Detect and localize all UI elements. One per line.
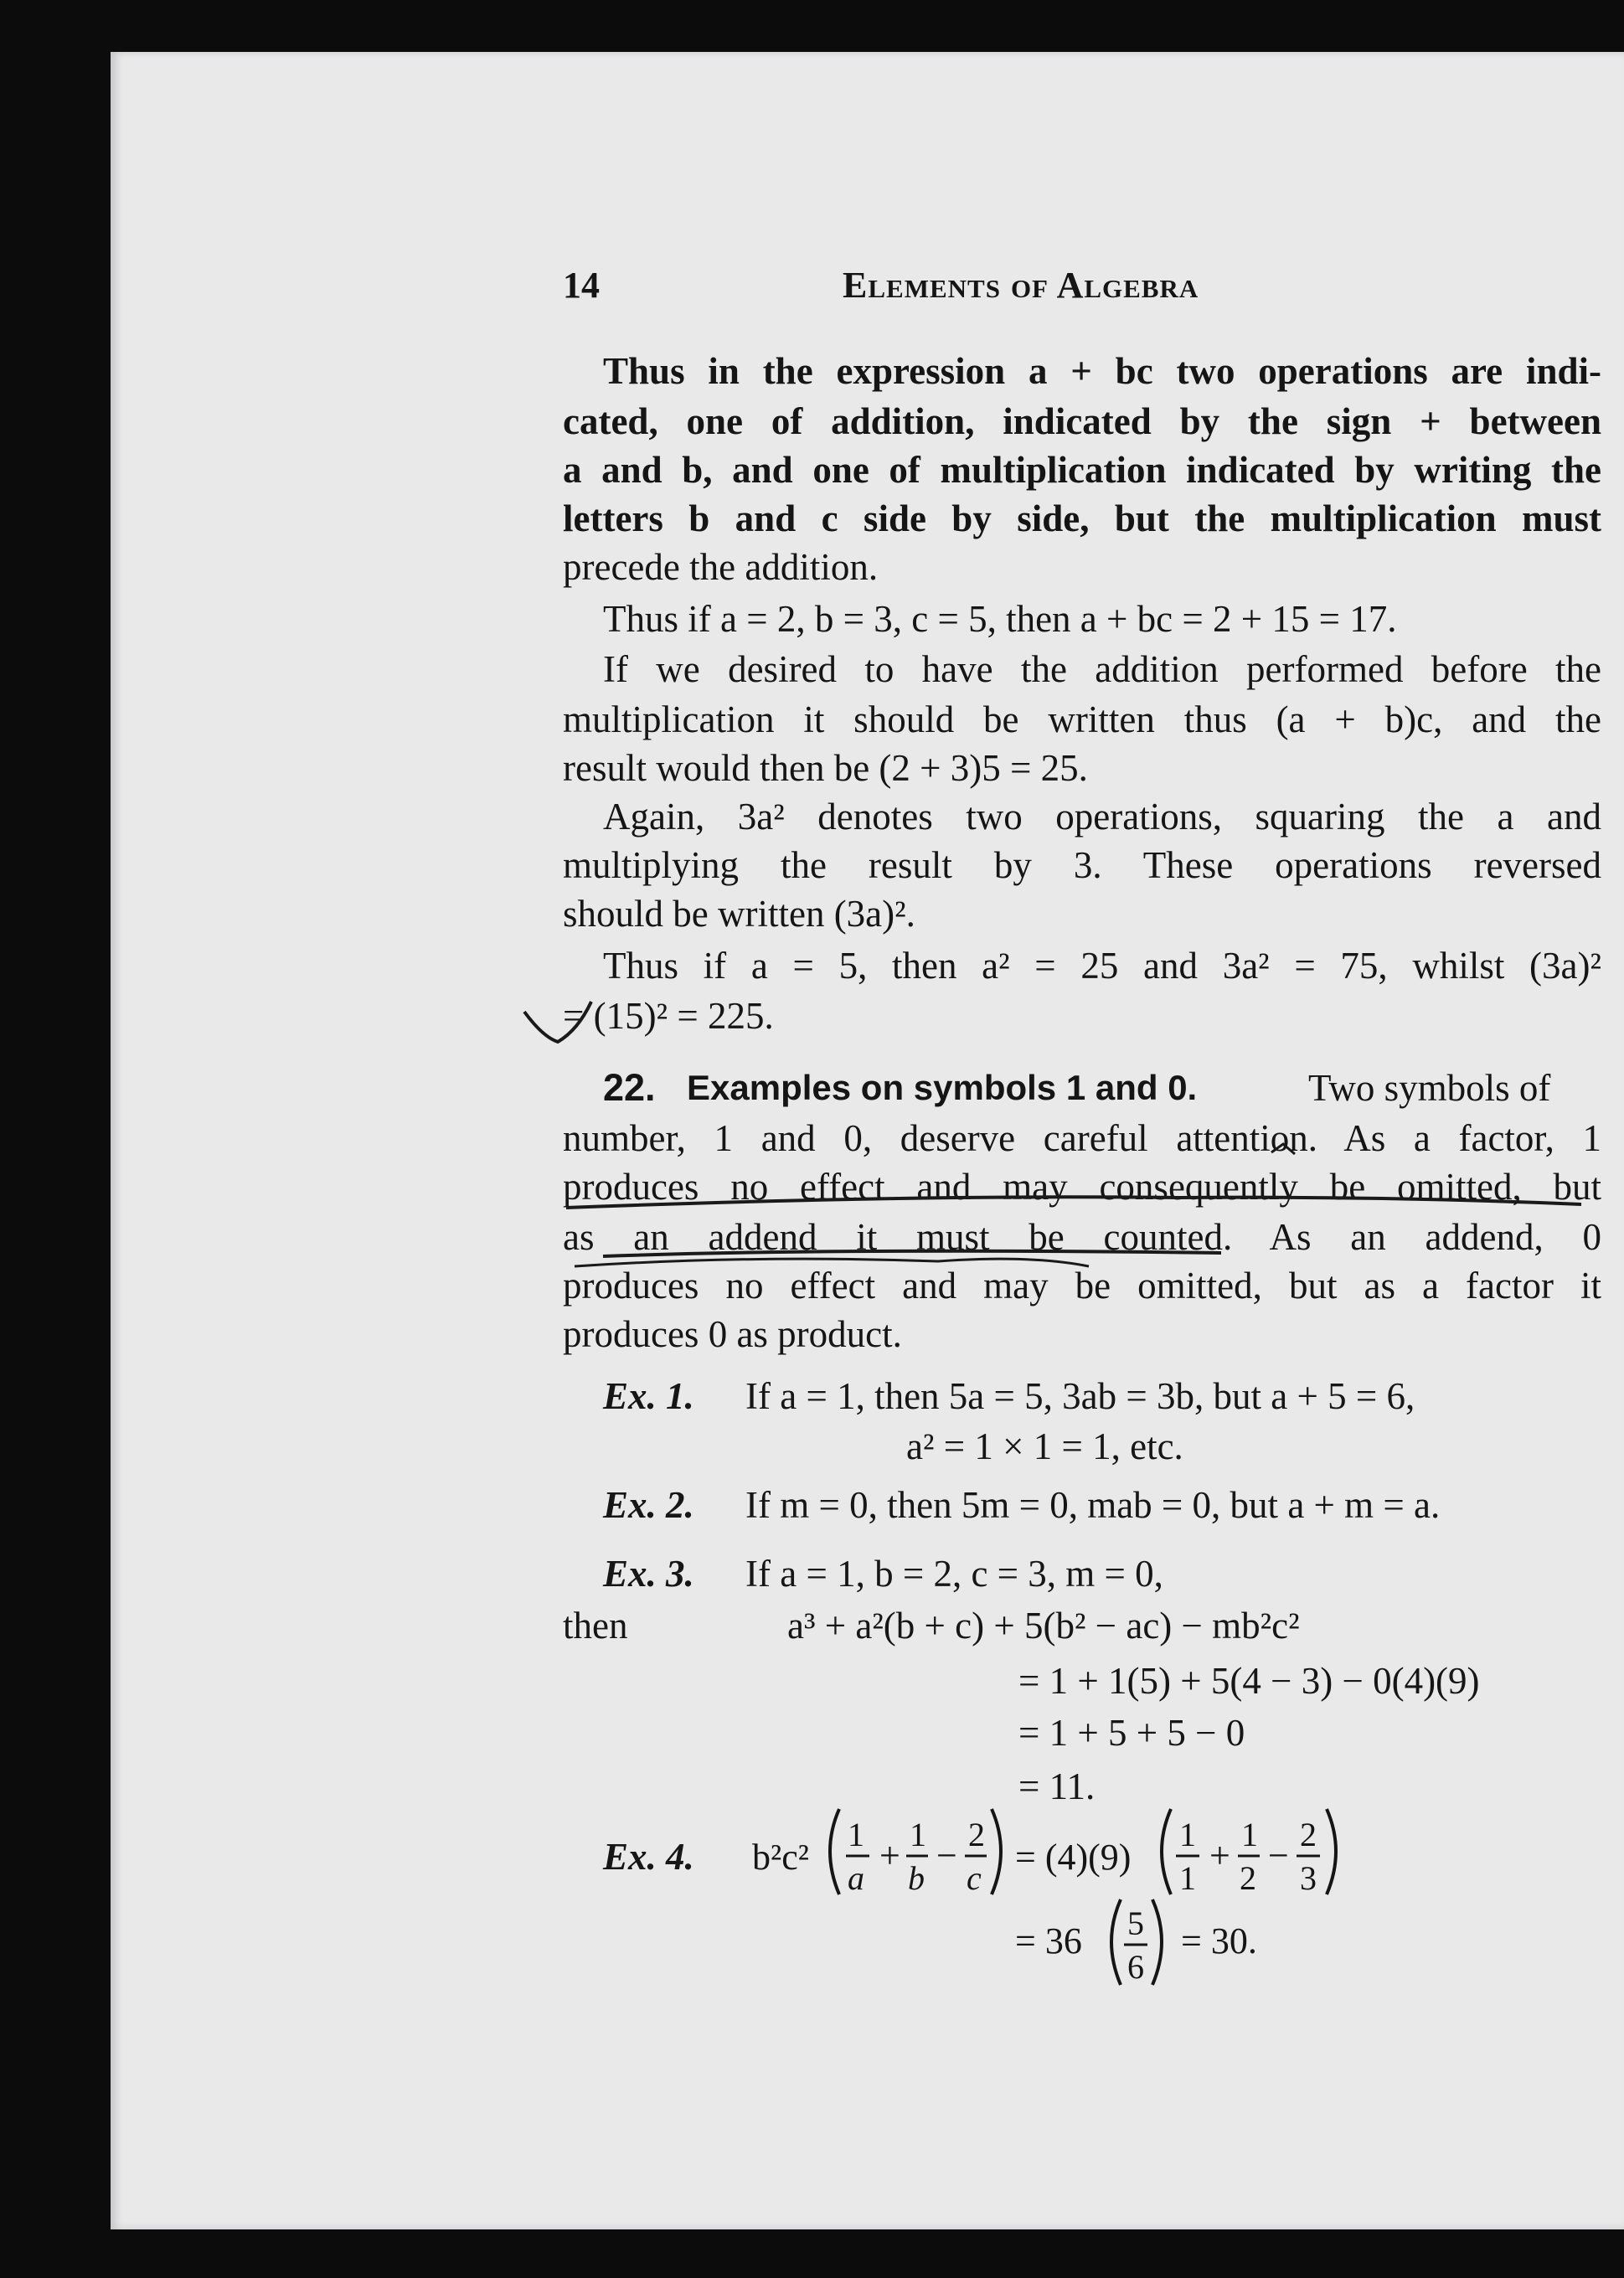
example-line: If m = 0, then 5m = 0, mab = 0, but a + m = a. <box>745 1484 1441 1526</box>
underline-annotation <box>566 1197 1581 1208</box>
section-number: 22. <box>603 1066 656 1109</box>
example-line: a² = 1 × 1 = 1, etc. <box>906 1425 1183 1467</box>
example-line: If a = 1, b = 2, c = 3, m = 0, <box>745 1553 1163 1595</box>
paragraph-line: Thus in the expression a + bc two operations are indi- <box>603 350 1601 392</box>
caret-annotation <box>1271 1144 1295 1154</box>
frac-num: 1 <box>910 1816 926 1853</box>
section-line: produces no effect and may consequently be omitted, but <box>563 1166 1601 1208</box>
frac-den: c <box>967 1859 982 1897</box>
underline-annotation <box>575 1259 1089 1266</box>
paragraph-line: precede the addition. <box>563 546 879 588</box>
example-label: Ex. 3. <box>603 1553 694 1595</box>
svg-text:−: − <box>1268 1835 1289 1876</box>
page-number: 14 <box>563 265 600 306</box>
section-line: number, 1 and 0, deserve careful attention. As a factor, 1 <box>563 1117 1601 1159</box>
frac-den: 1 <box>1179 1859 1196 1897</box>
derivation-line: = 1 + 1(5) + 5(4 − 3) − 0(4)(9) <box>1018 1660 1480 1702</box>
example-line: If a = 1, then 5a = 5, 3ab = 3b, but a + 5 = 6, <box>745 1375 1415 1417</box>
ex4-rhs-prefix: = (4)(9) <box>1015 1837 1132 1878</box>
svg-text:+: + <box>879 1835 900 1876</box>
paragraph-line: result would then be (2 + 3)5 = 25. <box>563 747 1088 789</box>
svg-text:+: + <box>1209 1835 1230 1876</box>
paragraph-line: = (15)² = 225. <box>563 995 774 1037</box>
ex4-line2-result: = 30. <box>1181 1920 1257 1961</box>
example-label: Ex. 1. <box>603 1375 694 1417</box>
section-heading: Examples on symbols 1 and 0. <box>687 1068 1198 1107</box>
derivation-line: = 11. <box>1018 1765 1096 1807</box>
frac-den: 6 <box>1127 1948 1144 1986</box>
paragraph-line: multiplication it should be written thus (a + b)c, and the <box>563 698 1601 740</box>
paragraph-line: a and b, and one of multiplication indicated by writing the <box>563 449 1601 491</box>
underline-annotation <box>603 1251 1221 1256</box>
derivation-line: a³ + a²(b + c) + 5(b² − ac) − mb²c² <box>787 1605 1300 1647</box>
paragraph-line: Thus if a = 2, b = 3, c = 5, then a + bc = 2 + 15 = 17. <box>603 598 1397 640</box>
checkmark-annotation <box>524 1002 591 1042</box>
running-title: Elements of Algebra <box>843 265 1199 306</box>
frac-den: 2 <box>1240 1859 1256 1897</box>
frac-num: 1 <box>1241 1816 1258 1853</box>
section-line: Two symbols of <box>1308 1067 1551 1109</box>
frac-num: 2 <box>1300 1816 1317 1853</box>
paragraph-line: Thus if a = 5, then a² = 25 and 3a² = 75, whilst (3a)² <box>603 945 1601 987</box>
derivation-line: = 1 + 5 + 5 − 0 <box>1018 1712 1245 1754</box>
ex4-line2-prefix: = 36 <box>1015 1920 1082 1961</box>
example-label: Ex. 4. <box>603 1836 694 1878</box>
frac-den: 3 <box>1300 1859 1317 1897</box>
paragraph-line: multiplying the result by 3. These operations reversed <box>563 844 1601 886</box>
frac-num: 2 <box>968 1816 985 1853</box>
frac-den: a <box>848 1859 864 1897</box>
paragraph-line: cated, one of addition, indicated by the sign + between <box>563 400 1601 442</box>
frac-num: 5 <box>1127 1904 1144 1942</box>
svg-text:−: − <box>936 1835 957 1876</box>
example-label: Ex. 2. <box>603 1484 694 1526</box>
ex4-lhs: b²c² <box>752 1837 809 1878</box>
then-word: then <box>563 1605 628 1647</box>
paragraph-line: should be written (3a)². <box>563 893 915 935</box>
section-line: produces 0 as product. <box>563 1313 902 1355</box>
section-line: produces no effect and may be omitted, but as a factor it <box>563 1265 1601 1306</box>
frac-num: 1 <box>848 1816 864 1853</box>
section-line: as an addend it must be counted. As an addend, 0 <box>563 1216 1601 1258</box>
frac-den: b <box>908 1859 925 1897</box>
paragraph-line: letters b and c side by side, but the multiplication must <box>563 497 1601 539</box>
paragraph-line: Again, 3a² denotes two operations, squaring the a and <box>603 796 1601 838</box>
frac-num: 1 <box>1179 1816 1196 1853</box>
paragraph-line: If we desired to have the addition performed before the <box>603 648 1601 690</box>
